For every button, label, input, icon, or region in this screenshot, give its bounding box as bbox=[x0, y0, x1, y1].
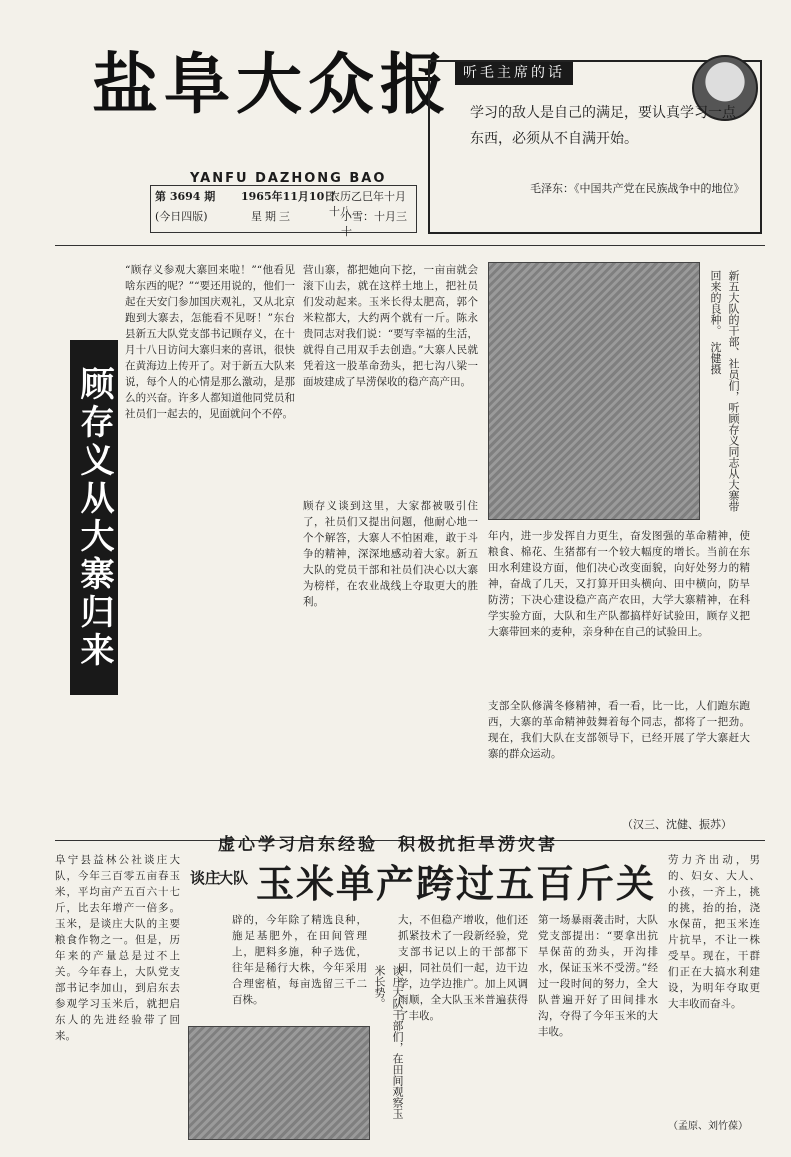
article2-photo bbox=[188, 1026, 370, 1140]
quote-box-title: 听毛主席的话 bbox=[455, 62, 573, 85]
article2-col-a: 阜宁县益林公社谈庄大队，今年三百零五亩春玉米，平均亩产五百六十七斤，比去年增产一倍多。玉米，是谈庄大队的主要粮食作物之一。但是，历年来的产量总是过不上关。今年春上，大队党支部书记李加山，到启东去参观学习玉米后，就把启东人的先进经验带了回来。 bbox=[55, 854, 180, 1042]
lunar-date: 农历乙巳年十月十八 bbox=[329, 190, 406, 218]
divider bbox=[55, 245, 765, 246]
article1-col-e: 支部全队修满冬修精神，看一看，比一比，人们跑东跑西，大寨的革命精神鼓舞着每个同志，都将了一把劲。现在，我们大队在支部领导下，已经开展了学大寨赶大寨的群众运动。 bbox=[488, 700, 750, 760]
quote-text: 学习的敌人是自己的满足，要认真学习一点东西，必须从不自满开始。 bbox=[470, 105, 736, 147]
article1-title: 顾存义从大寨归来 bbox=[70, 340, 118, 695]
article2-col-b: 辟的，今年除了精选良种，施足基肥外，在田间管理上，肥料多施，种子选优，往年是稀行大株，今年采用合理密植，每亩选留三千二百株。 bbox=[232, 914, 367, 1006]
article1-byline: （汉三、沈健、振苏） bbox=[622, 818, 732, 831]
article2-photo-caption: 谈庄大队干部们，在田间观察玉米长势。 bbox=[373, 965, 404, 1119]
article1-photo bbox=[488, 262, 700, 520]
article2-side-b: 大队 bbox=[218, 869, 249, 887]
article1-col-a: “顾存义参观大寨回来啦！”“他看见啥东西的呢？”“要还用说的，他们一起在天安门参加国庆观礼，又从北京跑到大寨去，怎能看不见呀！”东台县新五大队党支部书记顾存义，在十月十八日访问大寨归来的喜讯，很快在黄海边上传开了。对于新五大队来说，每个人的心情是那么激动，是那么的兴奋。许多人都知道他同党员和社员们一起去的，见面就问个不停。 bbox=[125, 264, 295, 420]
article2-col-d: 第一场暴雨袭击时，大队党支部提出：“要拿出抗旱保苗的劲头，开沟排水，保证玉米不受涝。”经过一段时间的努力，全大队普遍开好了田间排水沟，夺得了今年玉米的大丰收。 bbox=[538, 914, 658, 1038]
masthead-title: 盐阜大众报 bbox=[92, 45, 452, 123]
masthead-pinyin: YANFU DAZHONG BAO bbox=[190, 171, 387, 186]
article2-byline: （孟原、刘竹葆） bbox=[668, 1121, 748, 1132]
article1-photo-caption: 新五大队的干部、社员们，听顾存义同志从大寨带回来的良种。 沈健摄 bbox=[709, 270, 740, 512]
article2-side-a: 谈庄 bbox=[190, 869, 221, 887]
article2-col-e: 劳力齐出动，男的、妇女、大人、小孩，一齐上，挑的挑，抬的抬，浇水保苗，把玉米连片抗旱，不让一株受旱。现在，干群们正在大搞水利建设，为明年夺取更大丰收而奋斗。 bbox=[668, 854, 760, 1010]
page-count: (今日四版) bbox=[155, 210, 208, 223]
article1-col-c: 顾存义谈到这里，大家都被吸引住了，社员们又提出问题，他耐心地一个个解答，大寨人不怕困难，敢于斗争的精神，深深地感动着大家。新五大队的党员干部和社员们决心以大寨为榜样，在农业战线上夺取更大的胜利。 bbox=[303, 500, 478, 608]
article1-col-d: 年内，进一步发挥自力更生，奋发图强的革命精神，使粮食、棉花、生猪都有一个较大幅度的增长。当前在东田水利建设方面，他们决心改变面貌，向好处努力的精神，奋战了几天，又打算开田头横向、田中横向，防旱防涝；下决心建设稳产高产农田，大学大寨精神，在科学实验方面，大队和生产队都搞样好试验田，顾存义把大寨带回来的麦种，亲身种在自己的试验田上。 bbox=[488, 530, 750, 638]
issue-date: 1965年11月10日 bbox=[241, 190, 336, 203]
article2-kicker: 虚心学习启东经验 积极抗拒旱涝灾害 bbox=[218, 835, 558, 855]
article2-col-c: 大，不但稳产增收，他们还抓紧技术了一段新经验，党支部书记以上的干部都下田，同社员们一起，边干边学，边学边推广。加上风调雨顺，全大队玉米普遍获得了丰收。 bbox=[398, 914, 528, 1022]
issue-info-bar bbox=[150, 185, 417, 238]
quote-attribution: 毛泽东：《中国共产党在民族战争中的地位》 bbox=[530, 182, 745, 195]
weekday: 星期三 bbox=[251, 210, 293, 223]
issue-number: 第 3694 期 bbox=[155, 190, 216, 203]
solar-term: 小雪：十月三十 bbox=[341, 210, 407, 238]
article2-headline: 玉米单产跨过五百斤关 bbox=[256, 861, 657, 906]
article1-col-b: 营山寨，都把她向下挖，一亩亩就会滚下山去，就在这样土地上，把社员们发动起来。玉米长得太肥高，郭个米粒都大，大约两个就有一斤。陈永贵同志对我们说：“要写幸福的生活，就得自己用双手去创造。”大寨人民就凭着这一股革命劲头，把七沟八梁一面坡建成了旱涝保收的稳产高产田。 bbox=[303, 264, 478, 388]
